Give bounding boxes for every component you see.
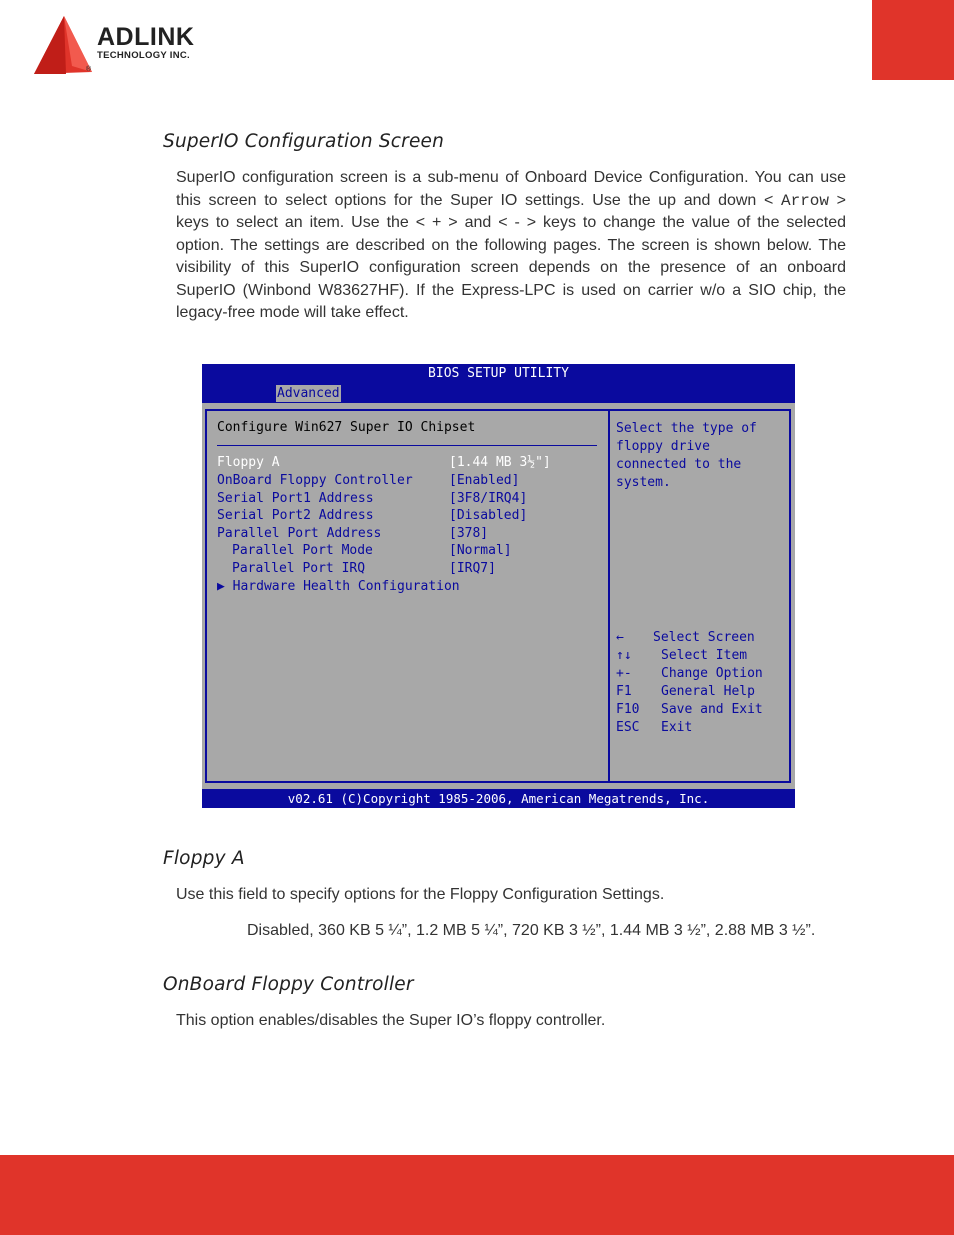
left-arrow-icon: ←: [616, 630, 624, 645]
setting-label: Parallel Port Mode: [232, 543, 373, 558]
brand-name: ADLINK: [97, 23, 195, 51]
setting-serial-port1-address[interactable]: [217, 491, 597, 508]
setting-parallel-port-irq[interactable]: [217, 561, 597, 578]
bios-title: BIOS SETUP UTILITY: [202, 364, 795, 384]
setting-label: Floppy A: [217, 455, 280, 470]
bios-help-panel: [606, 409, 791, 783]
para-line: legacy-free mode will take effect.: [176, 304, 409, 321]
arrow-word: Arrow: [780, 191, 829, 210]
help-text: [616, 420, 781, 492]
key-label: ESC: [616, 720, 640, 735]
key-label: F1: [616, 684, 632, 699]
setting-value[interactable]: [1.44 MB 3½"]: [449, 455, 551, 470]
para-line: SuperIO configuration screen is a sub-menu of Onboard Device Configuration. You can use: [176, 169, 846, 186]
setting-label: OnBoard Floppy Controller: [217, 473, 413, 488]
help-line: system.: [616, 475, 671, 490]
divider: [217, 445, 597, 446]
bios-copyright: v02.61 (C)Copyright 1985-2006, American Megatrends, Inc.: [202, 789, 795, 808]
help-line: floppy drive: [616, 439, 710, 454]
floppy-a-text: Use this field to specify options for the Floppy Configuration Settings.: [176, 886, 665, 903]
setting-value[interactable]: [3F8/IRQ4]: [449, 491, 528, 506]
section-heading-floppy-a: Floppy A: [163, 848, 245, 869]
superio-paragraph: [176, 167, 846, 325]
setting-value[interactable]: [Enabled]: [449, 473, 520, 488]
key-desc: Change Option: [661, 666, 763, 681]
registered-mark: ®: [86, 66, 92, 73]
help-line: connected to the: [616, 457, 742, 472]
setting-parallel-port-mode[interactable]: [217, 543, 597, 560]
key-desc: Select Screen: [653, 630, 755, 645]
setting-parallel-port-address[interactable]: [217, 526, 597, 543]
key-desc: Save and Exit: [661, 702, 763, 717]
key-desc: Select Item: [661, 648, 748, 663]
arrow-close: >: [836, 191, 846, 209]
key-desc: Exit: [661, 720, 693, 735]
corner-tab: [872, 0, 954, 80]
bios-settings-panel: [205, 409, 610, 783]
setting-onboard-floppy-controller[interactable]: [217, 473, 597, 490]
para-line-arrow: [176, 190, 846, 213]
setting-value[interactable]: [IRQ7]: [449, 561, 496, 576]
para-line: this screen to select options for the Super IO settings. Use the up and down <: [176, 191, 774, 209]
setting-floppy-a[interactable]: [217, 455, 597, 472]
setting-label: Parallel Port IRQ: [232, 561, 366, 576]
setting-value[interactable]: [378]: [449, 526, 489, 541]
para-line: visibility of this SuperIO configuration screen depends on the presence of an onboard: [176, 259, 846, 276]
bios-screen: [202, 364, 795, 808]
section-heading-onboard-floppy: OnBoard Floppy Controller: [163, 974, 414, 995]
setting-label: Parallel Port Address: [217, 526, 382, 541]
up-down-arrow-icon: ↑↓: [616, 648, 632, 663]
para-line: SuperIO (Winbond W83627HF). If the Express-LPC is used on carrier w/o a SIO chip, the: [176, 281, 846, 299]
key-label: F10: [616, 702, 640, 717]
tab-advanced[interactable]: Advanced: [277, 386, 340, 401]
onboard-floppy-text: This option enables/disables the Super IO’s floppy controller.: [176, 1012, 606, 1029]
setting-label: ▶ Hardware Health Configuration: [217, 579, 460, 594]
setting-value[interactable]: [Disabled]: [449, 508, 528, 523]
bios-panel-header: Configure Win627 Super IO Chipset: [217, 420, 476, 435]
setting-label: Serial Port1 Address: [217, 491, 374, 506]
bios-menubar: [202, 384, 795, 403]
footer-band: [0, 1155, 954, 1235]
setting-serial-port2-address[interactable]: [217, 508, 597, 525]
help-line: Select the type of: [616, 421, 757, 436]
para-line: option. The settings are described on the following pages. The screen is shown below. The: [176, 236, 846, 254]
setting-label: Serial Port2 Address: [217, 508, 374, 523]
para-line: keys to select an item. Use the < + > and < - > keys to change the value of the selected: [176, 214, 846, 231]
submenu-hardware-health-configuration[interactable]: [217, 579, 597, 596]
brand-subtitle: TECHNOLOGY INC.: [97, 50, 190, 61]
floppy-a-options: Disabled, 360 KB 5 ¼”, 1.2 MB 5 ¼”, 720 KB 3 ½”, 1.44 MB 3 ½”, 2.88 MB 3 ½”.: [247, 922, 816, 939]
key-desc: General Help: [661, 684, 755, 699]
section-heading-superio: SuperIO Configuration Screen: [163, 131, 445, 152]
setting-value[interactable]: [Normal]: [449, 543, 512, 558]
key-label: +-: [616, 666, 632, 681]
